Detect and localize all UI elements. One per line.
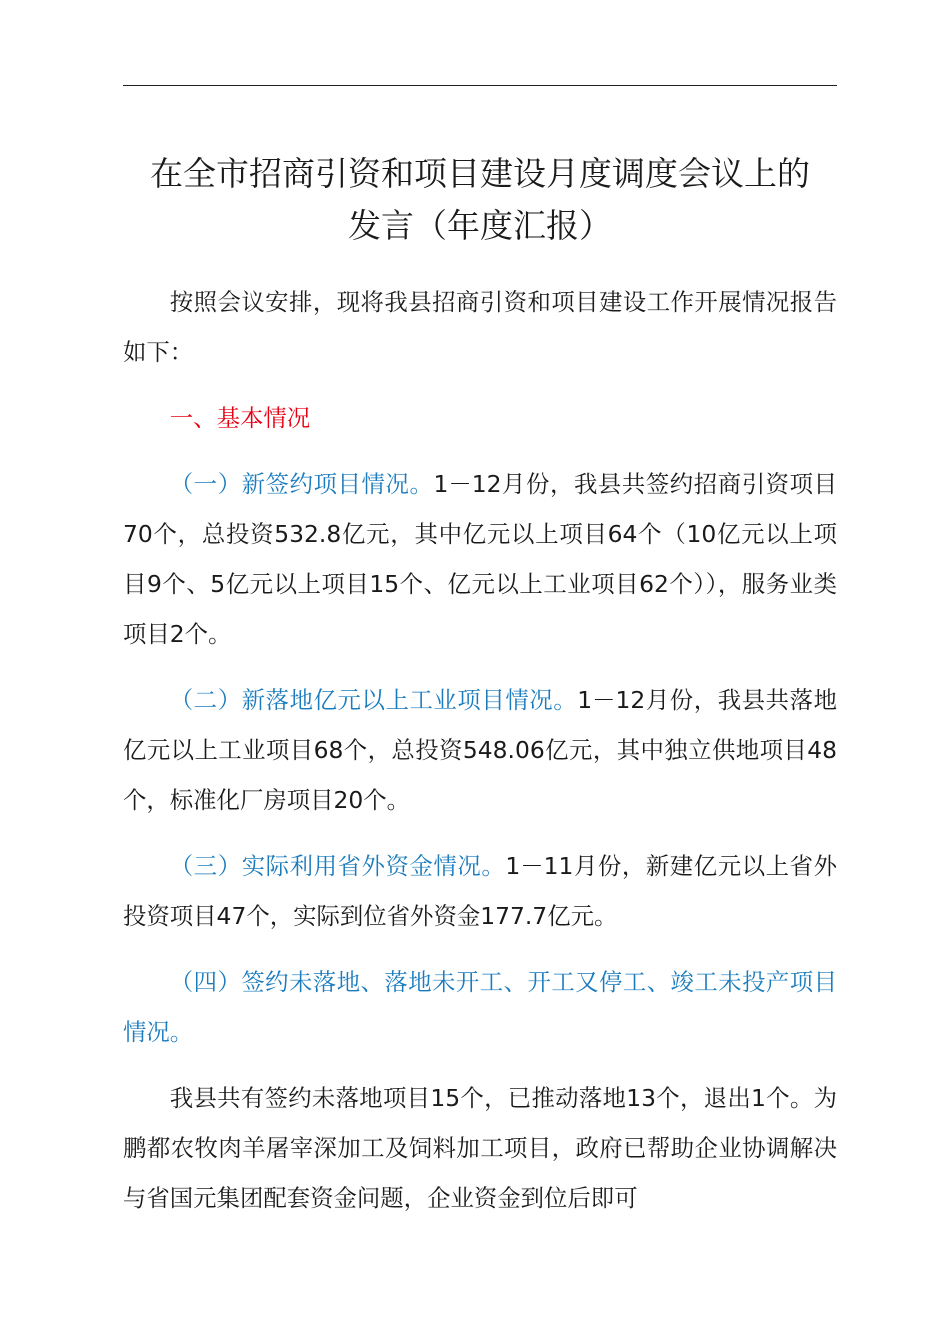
section-heading: 一、基本情况	[169, 404, 311, 432]
item-paragraph-2	[123, 675, 837, 825]
title-line-2: 发言（年度汇报）	[348, 206, 612, 245]
item-text-1: 1－12月份，我县共签约招商引资项目70个，总投资532.8亿元，其中亿元以上项目64个（10亿元以上项目9个、5亿元以上项目15个、亿元以上工业项目62个）），服务业类项目2个。	[123, 470, 837, 648]
item-heading-1: （一）新签约项目情况。	[169, 470, 434, 498]
final-paragraph: 我县共有签约未落地项目15个，已推动落地13个，退出1个。为鹏都农牧肉羊屠宰深加工及饲料加工项目，政府已帮助企业协调解决与省国元集团配套资金问题，企业资金到位后即可	[123, 1084, 837, 1212]
item-paragraph-1	[123, 459, 837, 659]
top-rule	[123, 85, 837, 86]
item-heading-2: （二）新落地亿元以上工业项目情况。	[169, 686, 578, 714]
document-body	[123, 277, 837, 1223]
intro-paragraph: 按照会议安排，现将我县招商引资和项目建设工作开展情况报告如下：	[123, 288, 837, 366]
item-paragraph-3	[123, 841, 837, 941]
item-heading-4: （四）签约未落地、落地未开工、开工又停工、竣工未投产项目情况。	[123, 968, 837, 1046]
title-line-1: 在全市招商引资和项目建设月度调度会议上的	[150, 154, 810, 193]
item-paragraph-4	[123, 957, 837, 1057]
item-text-2: 1－12月份，我县共落地亿元以上工业项目68个，总投资548.06亿元，其中独立供地项目48个，标准化厂房项目20个。	[123, 686, 837, 814]
item-text-3: 1－11月份，新建亿元以上省外投资项目47个，实际到位省外资金177.7亿元。	[123, 852, 837, 930]
item-heading-3: （三）实际利用省外资金情况。	[169, 852, 506, 880]
document-title	[123, 148, 837, 252]
